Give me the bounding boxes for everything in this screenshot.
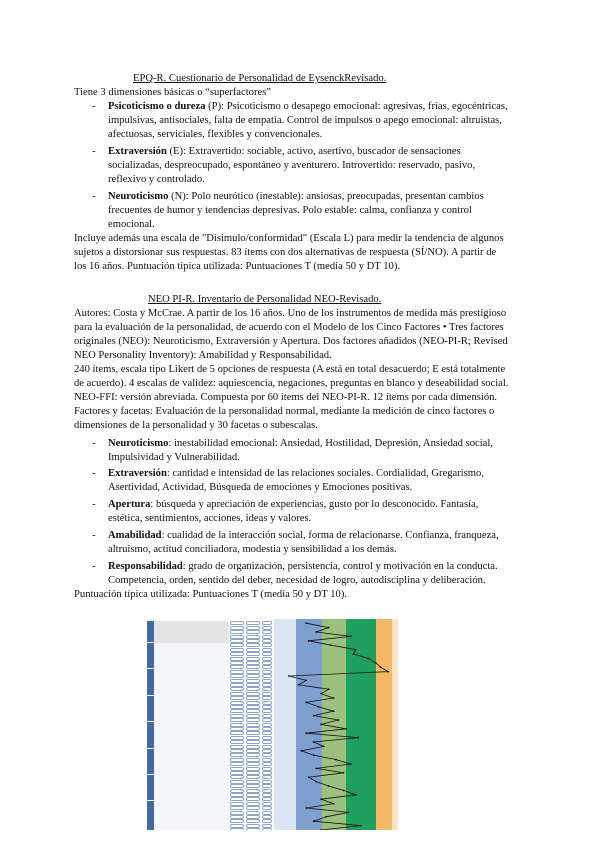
profile-point <box>313 741 315 743</box>
profile-point <box>375 662 377 664</box>
profile-point <box>348 812 350 814</box>
profile-point <box>355 649 357 651</box>
epq-intro: Tiene 3 dimensiones básicas o “superfactores” <box>74 87 272 98</box>
neo-item-c: Responsabilidad: grado de organización, persistencia, control y motivación en la conducta. <box>108 561 498 572</box>
profile-point <box>305 622 307 624</box>
profile-point <box>380 666 382 668</box>
profile-point <box>353 653 355 655</box>
neo-item-o-line: estética, sentimientos, acciones, ideas y valores. <box>108 513 312 524</box>
neo-paragraph: originales (NEO): Neuroticismo, Extraversión y Apertura. Dos factores añadidos (NEO-PI-R; Revised <box>74 336 508 347</box>
profile-point <box>308 776 310 778</box>
neo-closing: Puntuación típica utilizada: Puntuaciones T (media 50 y DT 10). <box>74 589 348 600</box>
bullet-dash: - <box>92 146 96 157</box>
term-neuroticismo: Neuroticismo <box>108 438 169 449</box>
neo-paragraph: 240 ítems, escala tipo Likert de 5 opciones de respuesta (A está en total desacuerdo; E está totalmente <box>74 364 506 375</box>
profile-point <box>328 688 330 690</box>
term-apertura: Apertura <box>108 499 151 510</box>
neo-item-o: Apertura: búsqueda y apreciación de experiencias, gusto por lo desconocido. Fantasía, <box>108 499 479 510</box>
profile-point <box>343 772 345 774</box>
profile-point <box>367 658 369 660</box>
bullet-dash: - <box>92 499 96 510</box>
profile-point <box>318 706 320 708</box>
profile-point <box>345 728 347 730</box>
epq-item-e-line: reflexivo y controlado. <box>108 174 205 185</box>
neo-item-a: Amabilidad: cualidad de la interacción social, forma de relacionarse. Confianza, franqueza, <box>108 530 499 541</box>
profile-point <box>315 631 317 633</box>
neo-item-n-line: Impulsividad y Vulnerabilidad. <box>108 452 240 463</box>
profile-point <box>350 763 352 765</box>
bullet-dash: - <box>92 561 96 572</box>
epq-item-e: Extraversión (E): Extravertido: sociable, activo, asertivo, buscador de sensaciones <box>108 146 461 157</box>
profile-point <box>298 684 300 686</box>
epq-item-n: Neuroticismo (N): Polo neurótico (inestable): ansiosas, preocupadas, presentan cambios <box>108 191 484 202</box>
profile-point <box>328 785 330 787</box>
profile-point <box>315 781 317 783</box>
profile-point <box>320 693 322 695</box>
bullet-dash: - <box>92 530 96 541</box>
profile-point <box>288 675 290 677</box>
profile-point <box>360 825 362 827</box>
bullet-dash: - <box>92 191 96 202</box>
neo-item-e-line: Asertividad, Actividad, Búsqueda de emociones y Emociones positivas. <box>108 482 413 493</box>
term-psicoticismo: Psicoticismo o dureza <box>108 101 206 112</box>
neo-paragraph: de acuerdo). 4 escalas de validez: aquiescencia, negaciones, preguntas en blanco y deseabilidad social. <box>74 378 509 389</box>
profile-point <box>335 759 337 761</box>
profile-point <box>333 710 335 712</box>
profile-point <box>315 768 317 770</box>
profile-point <box>305 732 307 734</box>
epq-closing: sujetos a distorsionar sus respuestas. 83 ítems con dos alternativas de respuesta (SÍ/NO). A partir de <box>74 247 497 258</box>
neo-paragraph: para la evaluación de la personalidad, de acuerdo con el Modelo de los Cinco Factores • Tres factores <box>74 322 504 333</box>
profile-point <box>313 715 315 717</box>
neo-paragraph: NEO Personality Inventory): Amabilidad y Responsabilidad. <box>74 350 332 361</box>
profile-point <box>313 820 315 822</box>
epq-closing: Incluye además una escala de "Disimulo/conformidad" (Escala L) para medir la tendencia de algunos <box>74 233 504 244</box>
profile-point <box>300 750 302 752</box>
term-responsabilidad: Responsabilidad <box>108 561 183 572</box>
epq-closing: los 16 años. Puntuación típica utilizada: Puntuaciones T (media 50 y DT 10). <box>74 261 401 272</box>
neo-paragraph: dimensiones de la personalidad y 30 facetas o subescalas. <box>74 420 318 431</box>
profile-line-chart <box>146 609 400 830</box>
neo-paragraph: Autores: Costa y McCrae. A partir de los 16 años. Uno de los instrumentos de medida más prestigioso <box>74 308 507 319</box>
neo-paragraph: Factores y facetas: Evaluación de la personalidad normal, mediante la medición de cinco factores o <box>74 406 495 417</box>
profile-point <box>320 724 322 726</box>
term-amabilidad: Amabilidad <box>108 530 162 541</box>
profile-point <box>333 697 335 699</box>
profile-point <box>338 719 340 721</box>
term-neuroticismo: Neuroticismo <box>108 191 169 202</box>
profile-line <box>289 623 388 830</box>
profile-point <box>330 644 332 646</box>
profile-point <box>323 746 325 748</box>
epq-item-n-line: emocional. <box>108 219 155 230</box>
epq-item-p-line: afectuosas, serviciales, flexibles y convencionales. <box>108 129 323 140</box>
profile-point <box>308 640 310 642</box>
bullet-dash: - <box>92 101 96 112</box>
profile-point <box>320 829 322 830</box>
term-extraversion: Extraversión <box>108 468 167 479</box>
neo-item-a-line: altruismo, actitud conciliadora, modestia y sensibilidad a los demás. <box>108 544 397 555</box>
profile-point <box>357 737 359 739</box>
profile-point <box>343 790 345 792</box>
profile-point <box>333 803 335 805</box>
epq-item-n-line: frecuentes de humor y tendencias depresivas. Polo estable: calma, confianza y control <box>108 205 472 216</box>
profile-point <box>350 636 352 638</box>
profile-point <box>328 627 330 629</box>
epq-title: EPQ-R. Cuestionario de Personalidad de EysenckRevisado. <box>133 73 387 84</box>
neo-profile-image <box>146 609 400 830</box>
neo-item-c-line: Competencia, orden, sentido del deber, necesidad de logro, autodisciplina y deliberación. <box>108 575 486 586</box>
profile-point <box>387 671 389 673</box>
profile-point <box>355 794 357 796</box>
epq-item-e-line: socializadas, despreocupado, espontáneo y aventurero. Introvertido: reservado, pasivo, <box>108 160 476 171</box>
profile-point <box>305 702 307 704</box>
neo-paragraph: NEO-FFI: versión abreviada. Compuesta por 60 ítems del NEO-PI-R. 12 ítems por cada dimensión. <box>74 392 498 403</box>
profile-point <box>325 816 327 818</box>
profile-point <box>320 798 322 800</box>
neo-title: NEO PI-R. Inventario de Personalidad NEO-Revisado. <box>148 294 382 305</box>
profile-point <box>305 680 307 682</box>
epq-item-p: Psicoticismo o dureza (P): Psicoticismo o desapego emocional: agresivas, frías, egocéntricas, <box>108 101 508 112</box>
bullet-dash: - <box>92 438 96 449</box>
epq-item-p-line: impulsivas, antisociales, falta de empatía. Control de impulsos o apego emocional: altruistas, <box>108 115 502 126</box>
neo-item-n: Neuroticismo: inestabilidad emocional: Ansiedad, Hostilidad, Depresión, Ansiedad social, <box>108 438 493 449</box>
term-extraversion: Extraversión <box>108 146 167 157</box>
bullet-dash: - <box>92 468 96 479</box>
neo-item-e: Extraversión: cantidad e intensidad de las relaciones sociales. Cordialidad, Gregarismo, <box>108 468 484 479</box>
profile-point <box>313 754 315 756</box>
profile-point <box>305 807 307 809</box>
